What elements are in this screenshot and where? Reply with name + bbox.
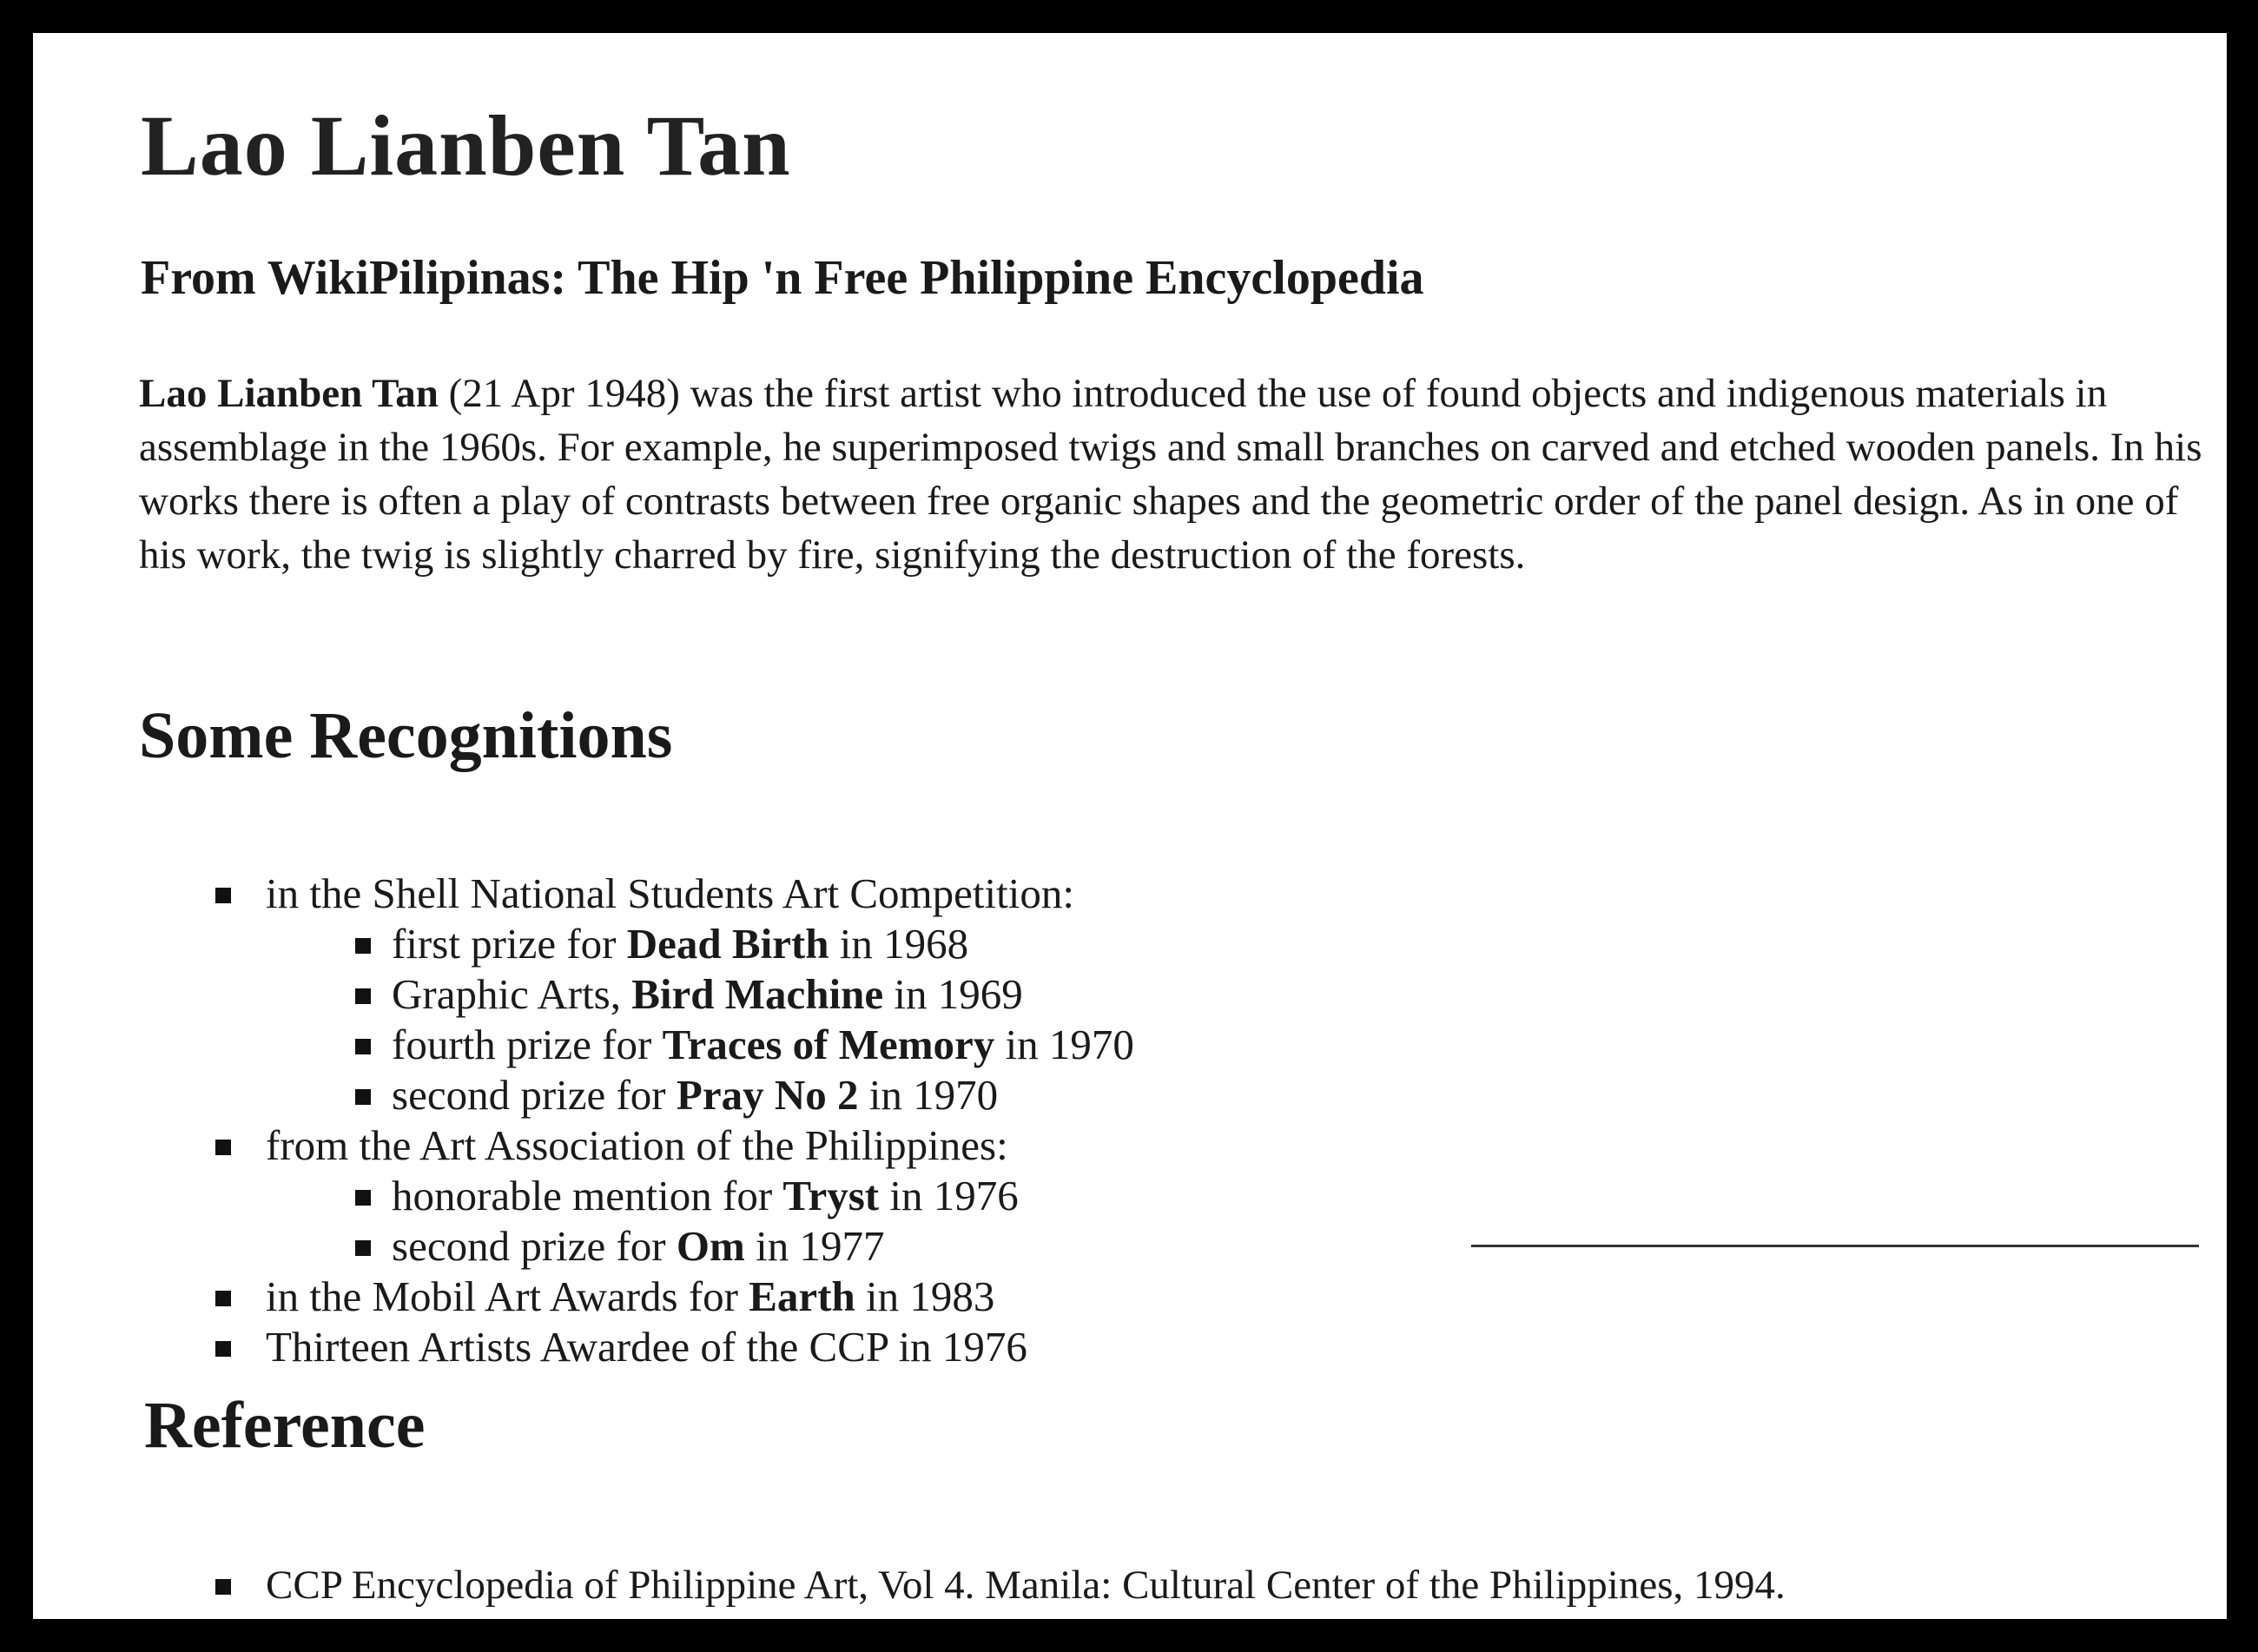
- bullet-icon: [215, 1291, 231, 1306]
- list-item: in the Mobil Art Awards for Earth in 1983: [33, 1272, 1509, 1322]
- list-item: fourth prize for Traces of Memory in 1970: [266, 1020, 1509, 1070]
- list-item: honorable mention for Tryst in 1976: [266, 1171, 1509, 1221]
- bullet-icon: [355, 988, 371, 1004]
- list-item: second prize for Om in 1977: [266, 1221, 1509, 1272]
- document-page: [33, 33, 2227, 1619]
- recognitions-heading: Some Recognitions: [139, 699, 673, 772]
- artwork-title: Om: [676, 1222, 745, 1270]
- reference-list: [33, 1560, 1786, 1610]
- intro-paragraph: [139, 367, 2206, 582]
- artwork-title: Traces of Memory: [662, 1021, 995, 1068]
- intro-name: Lao Lianben Tan: [139, 371, 439, 416]
- reference-heading: Reference: [144, 1389, 426, 1462]
- sublist: [266, 919, 1509, 1120]
- sublist: [266, 1171, 1509, 1272]
- bullet-icon: [215, 888, 231, 903]
- recognitions-list: [33, 869, 1509, 1372]
- bullet-icon: [215, 1579, 231, 1595]
- source-subtitle: From WikiPilipinas: The Hip 'n Free Philippine Encyclopedia: [141, 251, 1424, 305]
- artwork-title: Tryst: [782, 1172, 880, 1219]
- list-item: from the Art Association of the Philippines: honorable mention for Tryst in 1976 second prize for Om in 1977: [33, 1120, 1509, 1272]
- bullet-icon: [355, 1240, 371, 1256]
- intro-text: (21 Apr 1948) was the first artist who introduced the use of found objects and indigenous materials in assemblage in the 1960s. For example, he superimposed twigs and small branches on carved and etched wooden panels. In his works there is often a play of contrasts between free organic shapes and the geometric order of the panel design. As in one of his work, the twig is slightly charred by fire, signifying the destruction of the forests.: [139, 371, 2202, 578]
- list-item: second prize for Pray No 2 in 1970: [266, 1070, 1509, 1120]
- list-item: Thirteen Artists Awardee of the CCP in 1976: [33, 1322, 1509, 1372]
- pen-line: [1471, 1245, 2199, 1247]
- artwork-title: Bird Machine: [631, 970, 884, 1018]
- artwork-title: Earth: [749, 1272, 855, 1320]
- bullet-icon: [355, 1039, 371, 1054]
- list-item: Graphic Arts, Bird Machine in 1969: [266, 969, 1509, 1020]
- bullet-icon: [355, 938, 371, 954]
- bullet-icon: [355, 1190, 371, 1206]
- article-title: Lao Lianben Tan: [141, 97, 791, 194]
- bullet-icon: [215, 1140, 231, 1155]
- reference-text: CCP Encyclopedia of Philippine Art, Vol 4. Manila: Cultural Center of the Philippines, 1994.: [266, 1563, 1786, 1608]
- list-item: [33, 1560, 1786, 1610]
- bullet-icon: [355, 1089, 371, 1105]
- artwork-title: Dead Birth: [626, 920, 829, 968]
- bullet-icon: [215, 1341, 231, 1357]
- list-item: in the Shell National Students Art Competition: first prize for Dead Birth in 1968 Graphic Arts, Bird Machine in 1969 fourth prize for Traces of Memory in 1970 second prize for Pray No 2 in 1970: [33, 869, 1509, 1120]
- list-item: first prize for Dead Birth in 1968: [266, 919, 1509, 969]
- artwork-title: Pray No 2: [676, 1071, 859, 1119]
